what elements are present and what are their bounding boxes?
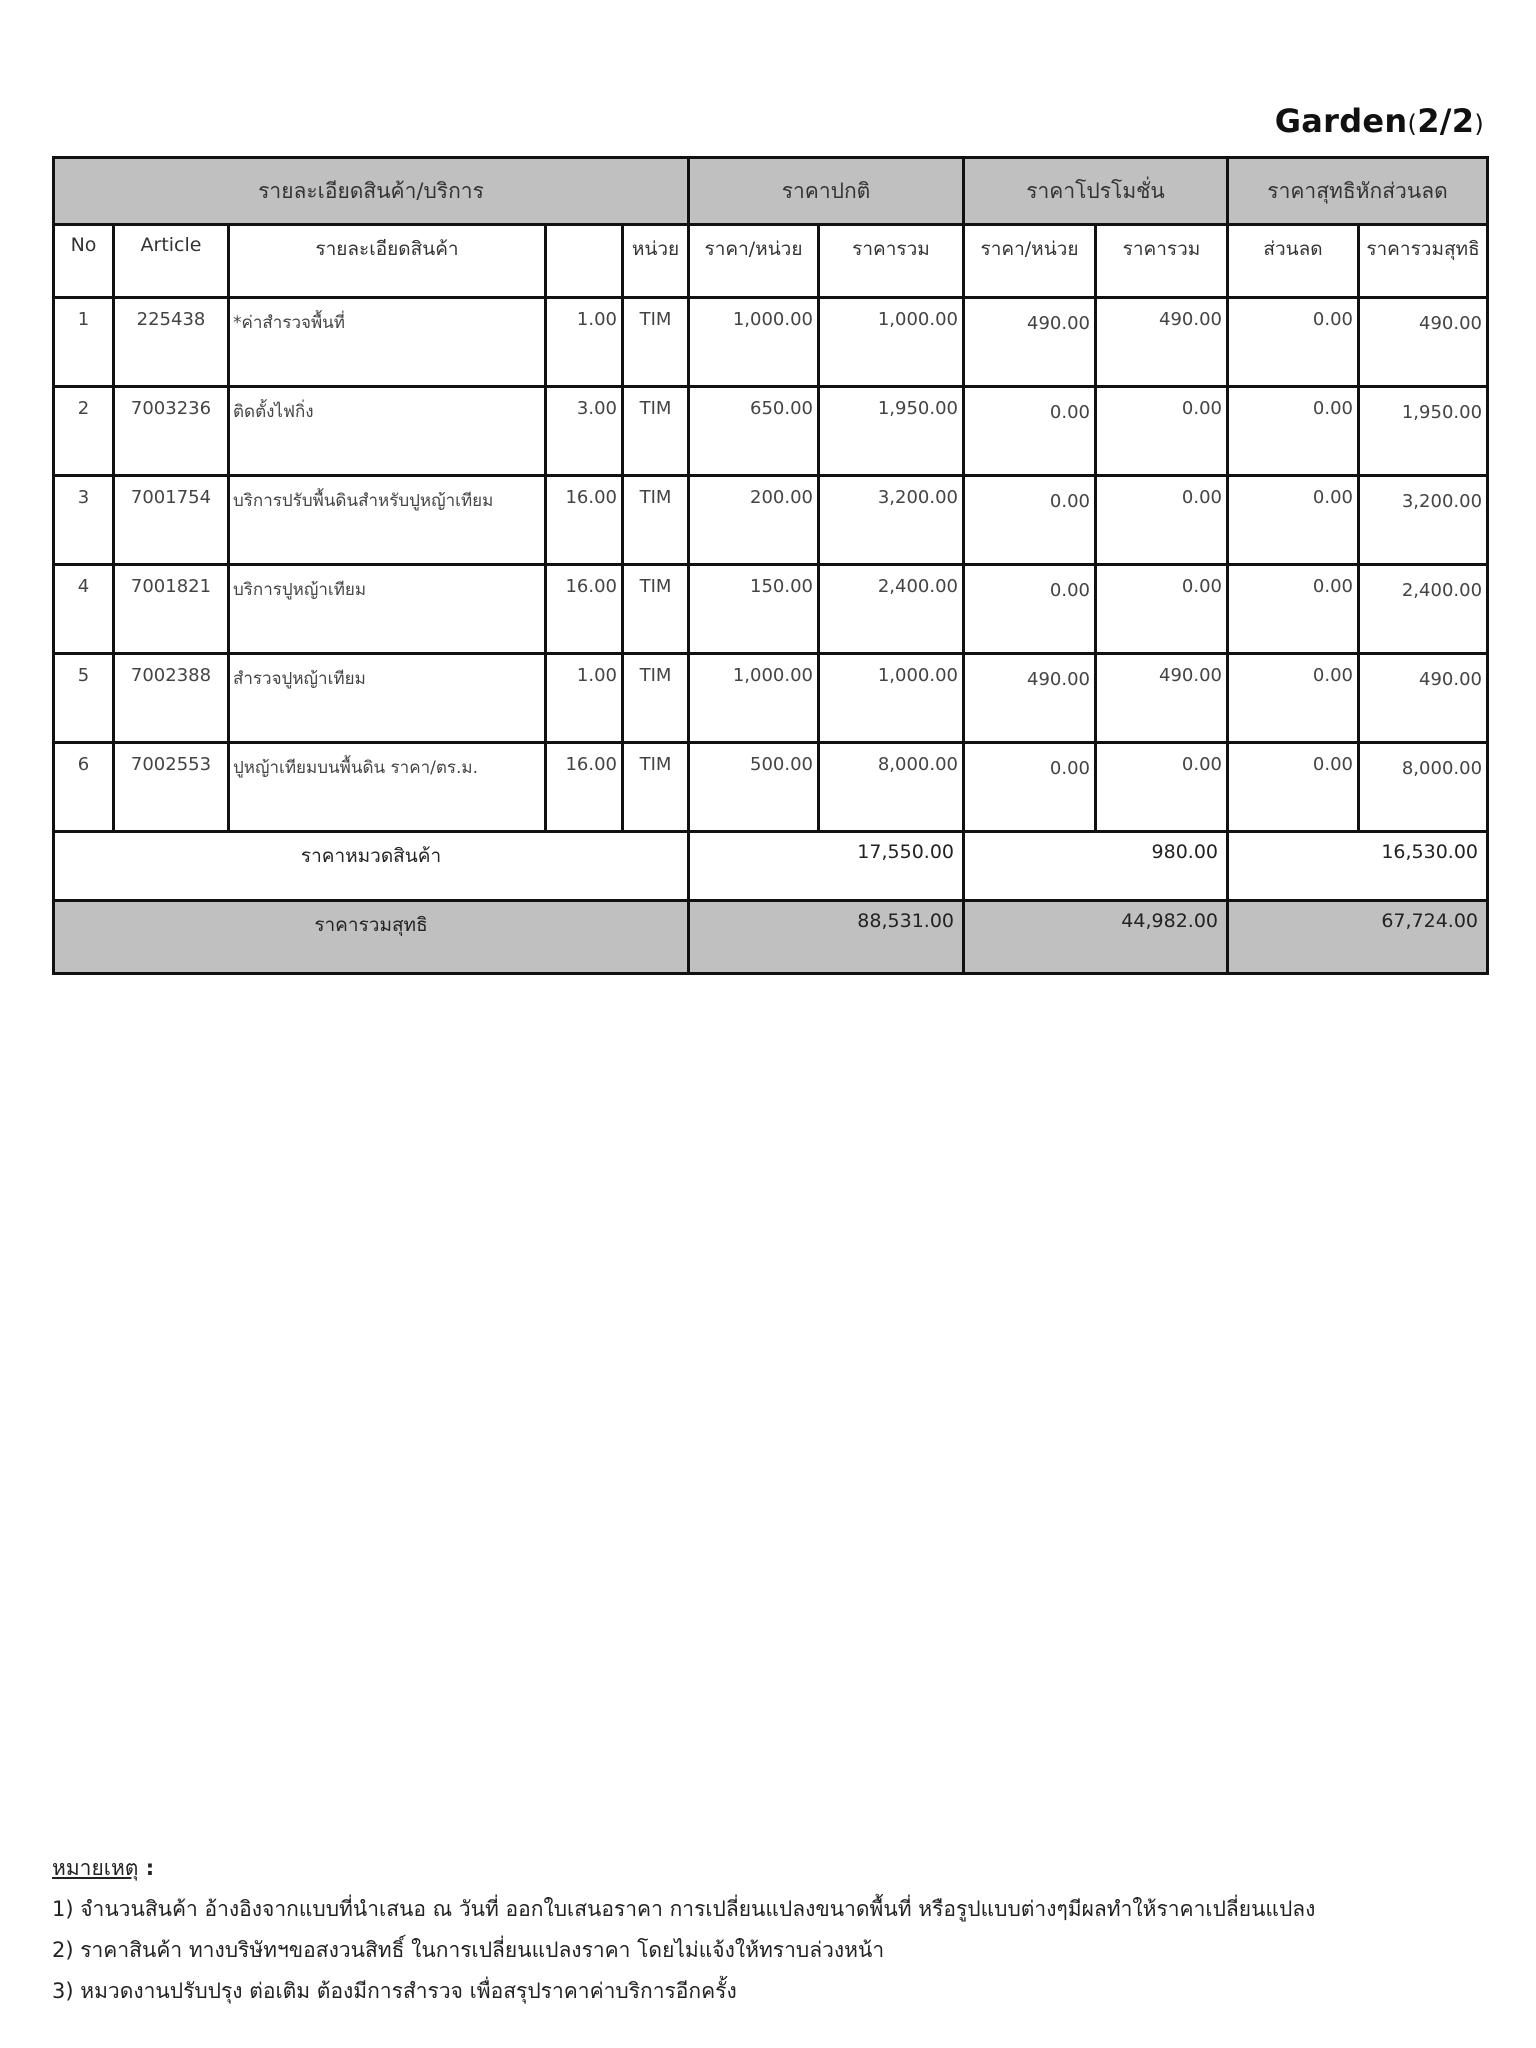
cell-no: 6 [54, 743, 114, 832]
category-total-regular: 17,550.00 [689, 832, 964, 901]
cell-description: *ค่าสำรวจพื้นที่ [229, 298, 546, 387]
cell-regular-total: 8,000.00 [819, 743, 964, 832]
cell-description: บริการปูหญ้าเทียม [229, 565, 546, 654]
cell-discount: 0.00 [1228, 387, 1359, 476]
category-total-row [54, 832, 1488, 901]
note-item: 3) หมวดงานปรับปรุง ต่อเติม ต้องมีการสำรวจ เพื่อสรุปราคาค่าบริการอีกครั้ง [52, 1979, 737, 2003]
cell-unit: TIM [623, 298, 689, 387]
cell-promo-total: 0.00 [1096, 387, 1228, 476]
quotation-table [52, 156, 1489, 975]
cell-discount: 0.00 [1228, 654, 1359, 743]
cell-promo-unit-price: 490.00 [964, 298, 1096, 387]
cell-qty: 1.00 [546, 654, 623, 743]
cell-qty: 3.00 [546, 387, 623, 476]
cell-promo-unit-price: 0.00 [964, 743, 1096, 832]
page-title-close-paren: ) [1474, 110, 1484, 138]
cell-article: 225438 [114, 298, 229, 387]
cell-promo-total: 490.00 [1096, 654, 1228, 743]
cell-article: 7002553 [114, 743, 229, 832]
group-header-regular-price: ราคาปกติ [689, 158, 964, 225]
cell-net-total: 490.00 [1359, 654, 1488, 743]
table-row [54, 743, 1488, 832]
column-header-row [54, 225, 1488, 298]
cell-qty: 16.00 [546, 743, 623, 832]
table-row [54, 387, 1488, 476]
table-row [54, 565, 1488, 654]
cell-net-total: 3,200.00 [1359, 476, 1488, 565]
cell-promo-total: 490.00 [1096, 298, 1228, 387]
group-header-details: รายละเอียดสินค้า/บริการ [54, 158, 689, 225]
cell-net-total: 1,950.00 [1359, 387, 1488, 476]
category-total-promo: 980.00 [964, 832, 1228, 901]
cell-promo-unit-price: 0.00 [964, 476, 1096, 565]
cell-unit: TIM [623, 387, 689, 476]
col-header-article: Article [114, 225, 229, 298]
cell-net-total: 490.00 [1359, 298, 1488, 387]
cell-regular-total: 1,950.00 [819, 387, 964, 476]
category-total-label: ราคาหมวดสินค้า [54, 832, 689, 901]
group-header-row [54, 158, 1488, 225]
cell-promo-total: 0.00 [1096, 743, 1228, 832]
cell-no: 4 [54, 565, 114, 654]
cell-regular-unit-price: 1,000.00 [689, 654, 819, 743]
cell-unit: TIM [623, 565, 689, 654]
notes-section [52, 1848, 1315, 2012]
col-header-promo-unit-price: ราคา/หน่วย [964, 225, 1096, 298]
notes-colon: : [138, 1856, 155, 1880]
cell-discount: 0.00 [1228, 565, 1359, 654]
cell-net-total: 8,000.00 [1359, 743, 1488, 832]
cell-description: สำรวจปูหญ้าเทียม [229, 654, 546, 743]
page-title [1275, 102, 1484, 140]
col-header-regular-unit-price: ราคา/หน่วย [689, 225, 819, 298]
col-header-net-total: ราคารวมสุทธิ [1359, 225, 1488, 298]
category-total-net: 16,530.00 [1228, 832, 1488, 901]
page-title-main: Garden [1274, 102, 1408, 140]
page-number: 2/2 [1417, 102, 1475, 140]
cell-description: ติดตั้งไฟกิ่ง [229, 387, 546, 476]
cell-regular-unit-price: 150.00 [689, 565, 819, 654]
cell-article: 7003236 [114, 387, 229, 476]
cell-no: 1 [54, 298, 114, 387]
col-header-regular-total: ราคารวม [819, 225, 964, 298]
cell-discount: 0.00 [1228, 743, 1359, 832]
cell-unit: TIM [623, 654, 689, 743]
note-item: 2) ราคาสินค้า ทางบริษัทฯขอสงวนสิทธิ์ ในการเปลี่ยนแปลงราคา โดยไม่แจ้งให้ทราบล่วงหน้า [52, 1938, 885, 1962]
cell-discount: 0.00 [1228, 476, 1359, 565]
grand-total-label: ราคารวมสุทธิ [54, 901, 689, 974]
grand-total-promo: 44,982.00 [964, 901, 1228, 974]
col-header-discount: ส่วนลด [1228, 225, 1359, 298]
cell-net-total: 2,400.00 [1359, 565, 1488, 654]
note-item: 1) จำนวนสินค้า อ้างอิงจากแบบที่นำเสนอ ณ วันที่ ออกใบเสนอราคา การเปลี่ยนแปลงขนาดพื้นที่ หรือรูปแบบต่างๆมีผลทำให้ราคาเปลี่ยนแปลง [52, 1897, 1316, 1921]
cell-regular-total: 3,200.00 [819, 476, 964, 565]
cell-regular-total: 1,000.00 [819, 298, 964, 387]
cell-unit: TIM [623, 476, 689, 565]
cell-promo-total: 0.00 [1096, 565, 1228, 654]
cell-no: 3 [54, 476, 114, 565]
cell-article: 7001821 [114, 565, 229, 654]
cell-no: 2 [54, 387, 114, 476]
cell-qty: 1.00 [546, 298, 623, 387]
cell-regular-unit-price: 650.00 [689, 387, 819, 476]
cell-regular-unit-price: 500.00 [689, 743, 819, 832]
cell-description: ปูหญ้าเทียมบนพื้นดิน ราคา/ตร.ม. [229, 743, 546, 832]
notes-title: หมายเหตุ [52, 1856, 139, 1880]
cell-regular-total: 2,400.00 [819, 565, 964, 654]
cell-discount: 0.00 [1228, 298, 1359, 387]
cell-regular-unit-price: 1,000.00 [689, 298, 819, 387]
table-row [54, 654, 1488, 743]
cell-qty: 16.00 [546, 476, 623, 565]
cell-description: บริการปรับพื้นดินสำหรับปูหญ้าเทียม [229, 476, 546, 565]
col-header-unit: หน่วย [623, 225, 689, 298]
notes-heading [52, 1848, 1315, 1889]
group-header-net-price: ราคาสุทธิหักส่วนลด [1228, 158, 1488, 225]
col-header-qty [546, 225, 623, 298]
cell-qty: 16.00 [546, 565, 623, 654]
cell-regular-unit-price: 200.00 [689, 476, 819, 565]
page-title-open-paren: ( [1407, 110, 1418, 138]
group-header-promo-price: ราคาโปรโมชั่น [964, 158, 1228, 225]
cell-regular-total: 1,000.00 [819, 654, 964, 743]
grand-total-regular: 88,531.00 [689, 901, 964, 974]
cell-unit: TIM [623, 743, 689, 832]
table-row [54, 476, 1488, 565]
cell-no: 5 [54, 654, 114, 743]
table-row [54, 298, 1488, 387]
cell-promo-unit-price: 0.00 [964, 387, 1096, 476]
cell-promo-unit-price: 0.00 [964, 565, 1096, 654]
grand-total-net: 67,724.00 [1228, 901, 1488, 974]
cell-promo-unit-price: 490.00 [964, 654, 1096, 743]
grand-total-row [54, 901, 1488, 974]
col-header-no: No [54, 225, 114, 298]
cell-article: 7001754 [114, 476, 229, 565]
col-header-promo-total: ราคารวม [1096, 225, 1228, 298]
cell-article: 7002388 [114, 654, 229, 743]
col-header-description: รายละเอียดสินค้า [229, 225, 546, 298]
cell-promo-total: 0.00 [1096, 476, 1228, 565]
